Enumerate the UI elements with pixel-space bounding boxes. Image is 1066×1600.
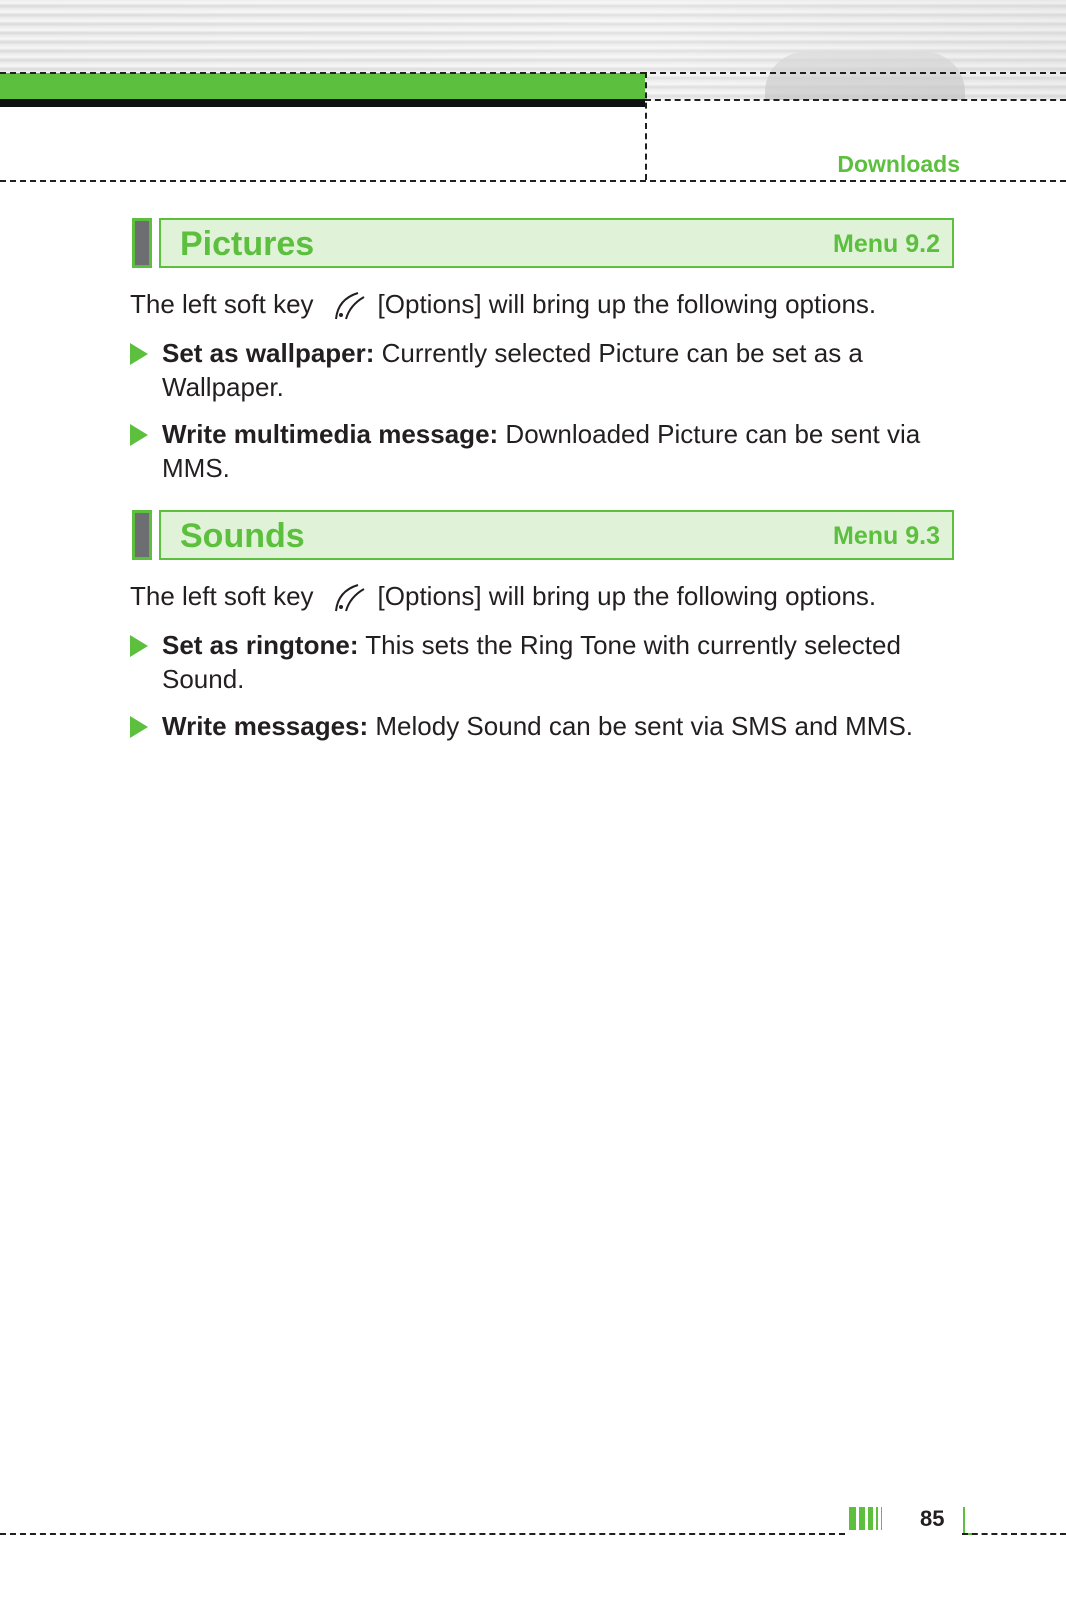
- footer-dashed-line-right: [962, 1533, 1066, 1535]
- item-label: Set as ringtone:: [162, 630, 359, 660]
- item-label: Write messages:: [162, 711, 369, 741]
- item-label: Write multimedia message:: [162, 419, 499, 449]
- left-soft-key-icon: [332, 581, 368, 615]
- footer-bars-ornament: [849, 1507, 889, 1530]
- section-intro: [130, 579, 960, 615]
- section-marker: [132, 218, 152, 268]
- item-label: Set as wallpaper:: [162, 338, 375, 368]
- intro-text-before: The left soft key: [130, 581, 314, 611]
- list-item: [130, 628, 960, 696]
- left-soft-key-icon: [332, 289, 368, 323]
- section-title-box: [159, 218, 954, 268]
- section-title-box: [159, 510, 954, 560]
- header-black-bar: [0, 99, 645, 107]
- intro-text-after: [Options] will bring up the following options.: [377, 581, 877, 611]
- triangle-right-icon: [130, 343, 148, 365]
- section-menu-number: Menu 9.3: [833, 522, 940, 550]
- header-dashed-line-bottom: [0, 180, 1066, 182]
- section-header-pictures: [132, 218, 954, 268]
- triangle-right-icon: [130, 635, 148, 657]
- item-text: This sets the Ring Tone with currently selected Sound.: [162, 630, 901, 694]
- intro-text-before: The left soft key: [130, 289, 314, 319]
- footer-corner-mark: [963, 1507, 977, 1535]
- header-dashed-line-top: [0, 72, 1066, 74]
- header-green-bar: [0, 73, 645, 99]
- list-item: [130, 336, 960, 404]
- intro-text-after: [Options] will bring up the following options.: [377, 289, 877, 319]
- section-header-sounds: [132, 510, 954, 560]
- triangle-right-icon: [130, 424, 148, 446]
- section-menu-number: Menu 9.2: [833, 230, 940, 258]
- list-item: [130, 417, 960, 485]
- header-dashed-divider: [645, 72, 647, 180]
- running-head: Downloads: [837, 151, 960, 177]
- triangle-right-icon: [130, 716, 148, 738]
- header-dashed-line-middle: [645, 99, 1066, 101]
- section-intro: [130, 287, 960, 323]
- section-title: Sounds: [180, 517, 305, 555]
- list-item: [130, 709, 960, 743]
- section-title: Pictures: [180, 225, 315, 263]
- section-marker: [132, 510, 152, 560]
- item-text: Currently selected Picture can be set as a Wallpaper.: [162, 338, 863, 402]
- item-text: Melody Sound can be sent via SMS and MMS.: [368, 711, 914, 741]
- page-number: 85: [920, 1506, 945, 1531]
- item-text: Downloaded Picture can be sent via MMS.: [162, 419, 921, 483]
- footer-dashed-line-left: [0, 1533, 845, 1535]
